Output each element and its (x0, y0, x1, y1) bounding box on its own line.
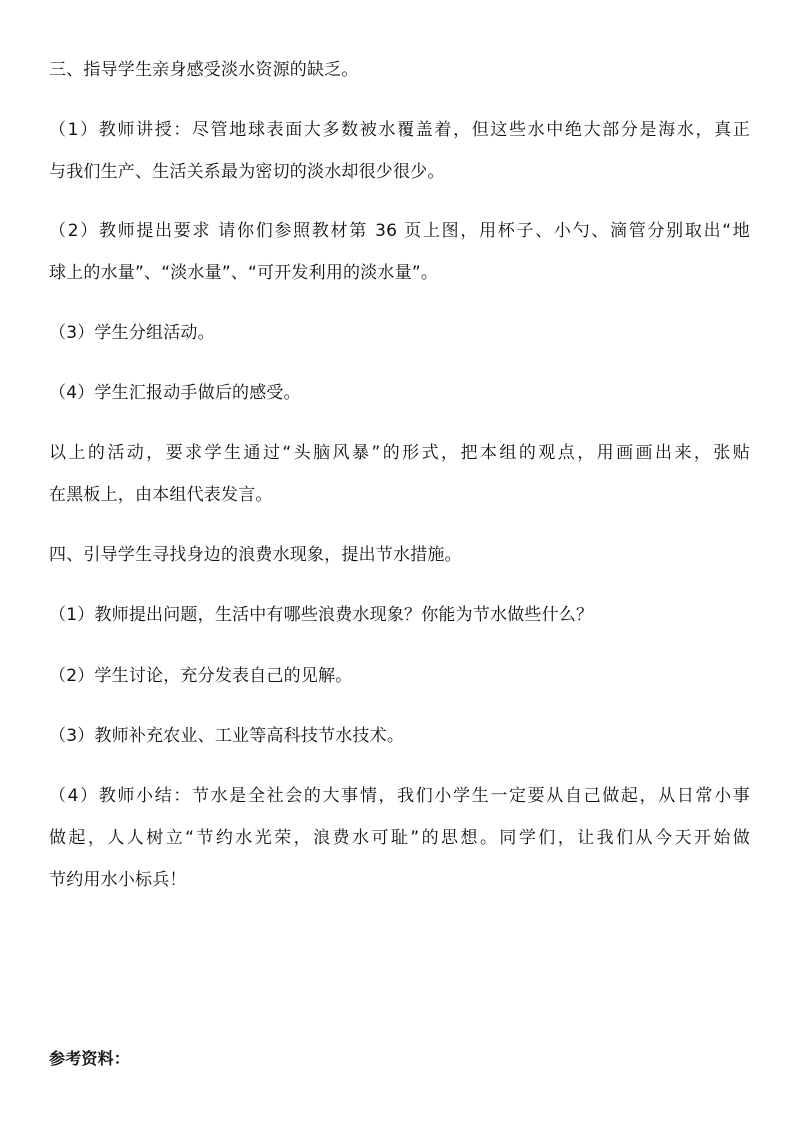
section-3-item-3: （3）学生分组活动。 (49, 323, 215, 343)
section-3-summary-line-1: 以上的活动，要求学生通过“头脑风暴”的形式，把本组的观点，用画画出来，张贴 (49, 443, 750, 463)
section-3-item-4: （4）学生汇报动手做后的感受。 (49, 383, 301, 403)
section-3-summary-line-2: 在黑板上，由本组代表发言。 (49, 485, 273, 505)
section-3-item-2-line-2: 球上的水量”、“淡水量”、“可开发利用的淡水量”。 (49, 263, 439, 283)
section-4-item-1: （1）教师提出问题，生活中有哪些浪费水现象？你能为节水做些什么？ (49, 605, 594, 625)
section-3-item-1-line-2: 与我们生产、生活关系最为密切的淡水却很少很少。 (49, 162, 445, 182)
section-3-heading: 三、指导学生亲身感受淡水资源的缺乏。 (49, 60, 359, 80)
references-label: 参考资料： (49, 1049, 131, 1068)
section-4-item-3: （3）教师补充农业、工业等高科技节水技术。 (49, 726, 405, 746)
section-4-item-4-line-2: 做起，人人树立“节约水光荣，浪费水可耻”的思想。同学们，让我们从今天开始做 (49, 828, 750, 848)
section-3-item-1-line-1: （1）教师讲授：尽管地球表面大多数被水覆盖着，但这些水中绝大部分是海水，真正 (49, 120, 750, 140)
section-4-item-4-line-1: （4）教师小结：节水是全社会的大事情，我们小学生一定要从自己做起，从日常小事 (49, 786, 750, 806)
section-4-item-4-line-3: 节约用水小标兵！ (49, 870, 187, 890)
section-4-item-2: （2）学生讨论，充分发表自己的见解。 (49, 666, 353, 686)
section-4-heading: 四、引导学生寻找身边的浪费水现象，提出节水措施。 (49, 545, 462, 565)
section-3-item-2-line-1: （2）教师提出要求 请你们参照教材第 36 页上图，用杯子、小勺、滴管分别取出“地 (49, 221, 750, 241)
